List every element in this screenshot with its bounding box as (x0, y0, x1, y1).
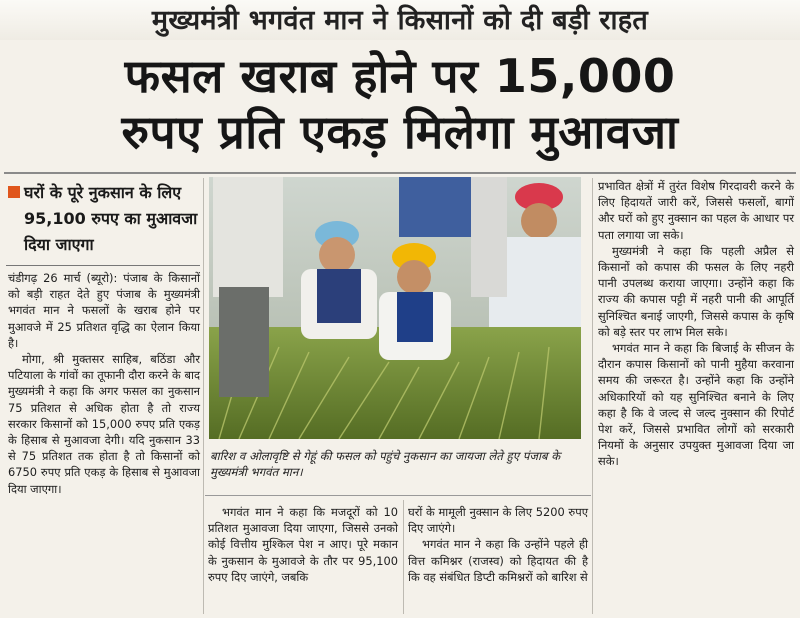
main-headline-line-2: रुपए प्रति एकड़ मिलेगा मुआवजा (121, 105, 679, 159)
column-rule (403, 500, 404, 614)
paragraph: भगवंत मान ने कहा कि उन्होंने पहले ही वित्त कमिश्नर (राजस्व) को हिदायत की है कि वह संबंधित डिप्टी कमिश्नरों को बारिश से (408, 537, 588, 584)
column-rule (203, 178, 204, 614)
paragraph: मुख्यमंत्री ने कहा कि पहली अप्रैल से किसानों को कपास की फसल के लिए नहरी पानी उपलब्ध कराया जाएगा। उन्होंने कहा कि राज्य की कपास पट्टी में नहरी पानी की आपूर्ति सुनिश्चित बनाई जाएगी, जिससे कपास के कृषि को बड़े स्तर पर लाभ मिल सके। (598, 243, 794, 339)
column-rule (592, 178, 593, 614)
news-photo (209, 177, 581, 439)
paragraph: मोगा, श्री मुक्तसर साहिब, बठिंडा और पटियाला के गांवों का तूफानी दौरा करने के बाद मुख्यमंत्री ने कहा कि अगर फसल का नुकसान 75 प्रतिशत से अधिक होता है तो राज्य सरकार किसानों को 15,000 रुपए प्रति एकड़ के हिसाब से मुआवजा देगी। यदि नुकसान 33 से 75 प्रतिशत तक होता है तो किसानों को 6750 रुपए प्रति एकड़ के हिसाब से मुआवजा दिया जाएगा। (8, 352, 200, 496)
paragraph: प्रभावित क्षेत्रों में तुरंत विशेष गिरदावरी करने के लिए हिदायतें जारी करें, जिससे फसलों, बागों और घरों को हुए नुक्सान का पहल के आधार पर पता लगाया जा सके। (598, 179, 794, 242)
caption-rule (205, 495, 591, 496)
subhead-box (6, 178, 200, 264)
crop-inspection-photo (209, 177, 581, 439)
kicker-headline: मुख्यमंत्री भगवंत मान ने किसानों को दी बड़ी राहत (151, 5, 649, 36)
subhead-rule (6, 265, 200, 266)
article-column-3 (408, 504, 588, 585)
article-column-2 (208, 504, 398, 585)
subhead-bullet-icon (8, 186, 20, 198)
main-headline-line-1: फसल खराब होने पर 15,000 (124, 49, 676, 103)
paragraph: भगवंत मान ने कहा कि बिजाई के सीजन के दौरान कपास किसानों को पानी मुहैया करवाना समय की जरूरत है। उन्होंने कहा कि उन्होंने अधिकारियों को यह सुनिश्चित बनाने के लिए कहा है कि वे जल्द से जल्द नुक्सान की रिपोर्ट पेश करें, जिससे प्रभावित लोगों को सरकारी नियमों के अनुसार उपयुक्त मुआवजा दिया जा सके। (598, 341, 794, 469)
paragraph: घरों के मामूली नुक्सान के लिए 5200 रुपए दिए जाएंगे। (408, 505, 588, 536)
article-column-4 (598, 178, 794, 470)
paragraph: चंडीगढ़ 26 मार्च (ब्यूरो): पंजाब के किसानों को बड़ी राहत देते हुए पंजाब के मुख्यमंत्री भगवंत मान ने फसलों के खराब होने पर मुआवजे में 25 प्रतिशत वृद्धि का ऐलान किया है। (8, 271, 200, 350)
article-column-1 (8, 270, 200, 497)
subhead: घरों के पूरे नुकसान के लिए 95,100 रुपए का मुआवजा दिया जाएगा (24, 183, 198, 254)
photo-caption: बारिश व ओलावृष्टि से गेहूं की फसल को पहुंचे नुकसान का जायजा लेते हुए पंजाब के मुख्यमंत्री भगवंत मान। (210, 449, 561, 479)
headline-divider (4, 172, 796, 174)
paragraph: भगवंत मान ने कहा कि मजदूरों को 10 प्रतिशत मुआवजा दिया जाएगा, जिससे उनको कोई वित्तीय मुश्किल पेश न आए। पूरे मकान के नुकसान के मुआवजे के तौर पर 95,100 रुपए दिए जाएंगे, जबकि (208, 505, 398, 584)
